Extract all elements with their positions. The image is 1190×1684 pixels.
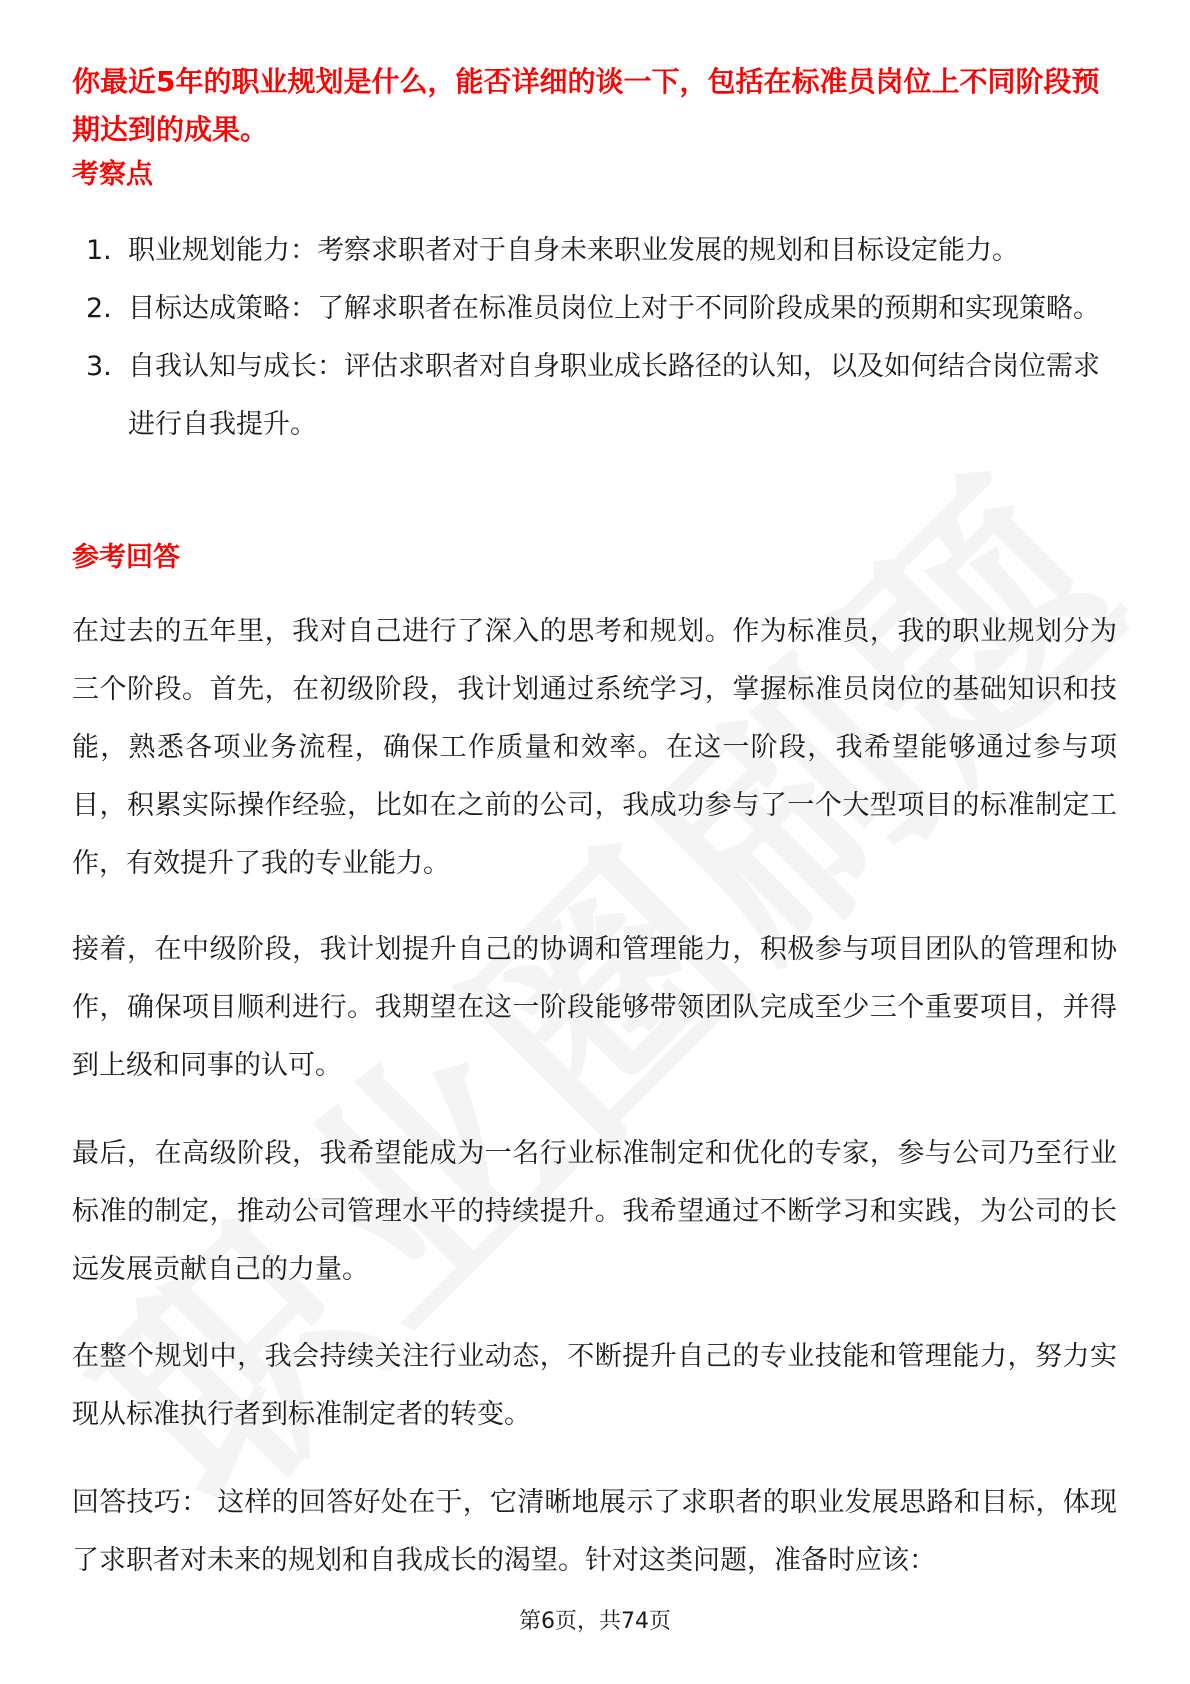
answer-paragraph: 在过去的五年里，我对自己进行了深入的思考和规划。作为标准员，我的职业规划分为三个阶段。首先，在初级阶段，我计划通过系统学习，掌握标准员岗位的基础知识和技能，熟悉各项业务流程，确保工作质量和效率。在这一阶段，我希望能够通过参与项目，积累实际操作经验，比如在之前的公司，我成功参与了一个大型项目的标准制定工作，有效提升了我的专业能力。 [72,616,1117,879]
list-item-number: 2. [86,293,112,324]
list-item [72,338,1112,454]
list-item [72,222,1112,280]
list-item [72,280,1112,338]
section-heading-points: 考察点 [72,159,153,190]
list-item-text: 目标达成策略：了解求职者在标准员岗位上对于不同阶段成果的预期和实现策略。 [128,293,1100,324]
points-list [72,222,1112,454]
list-item-number: 3. [86,351,112,382]
answer-paragraph: 接着，在中级阶段，我计划提升自己的协调和管理能力，积极参与项目团队的管理和协作，确保项目顺利进行。我期望在这一阶段能够带领团队完成至少三个重要项目，并得到上级和同事的认可。 [72,934,1117,1081]
question-title: 你最近5年的职业规划是什么，能否详细的谈一下，包括在标准员岗位上不同阶段预期达到的成果。 [72,65,1100,146]
list-item-text: 自我认知与成长：评估求职者对自身职业成长路径的认知，以及如何结合岗位需求进行自我提升。 [128,351,1100,440]
list-item-text: 职业规划能力：考察求职者对于自身未来职业发展的规划和目标设定能力。 [128,235,1019,266]
answer-paragraph: 最后，在高级阶段，我希望能成为一名行业标准制定和优化的专家，参与公司乃至行业标准的制定，推动公司管理水平的持续提升。我希望通过不断学习和实践，为公司的长远发展贡献自己的力量。 [72,1138,1117,1285]
list-item-number: 1. [86,235,112,266]
section-heading-answer: 参考回答 [72,542,180,573]
answer-paragraph: 在整个规划中，我会持续关注行业动态，不断提升自己的专业技能和管理能力，努力实现从标准执行者到标准制定者的转变。 [72,1341,1117,1430]
answer-tips-paragraph: 回答技巧： 这样的回答好处在于，它清晰地展示了求职者的职业发展思路和目标，体现了求职者对未来的规划和自我成长的渴望。针对这类问题，准备时应该： [72,1487,1117,1576]
page-number-footer: 第6页，共74页 [519,1609,671,1634]
